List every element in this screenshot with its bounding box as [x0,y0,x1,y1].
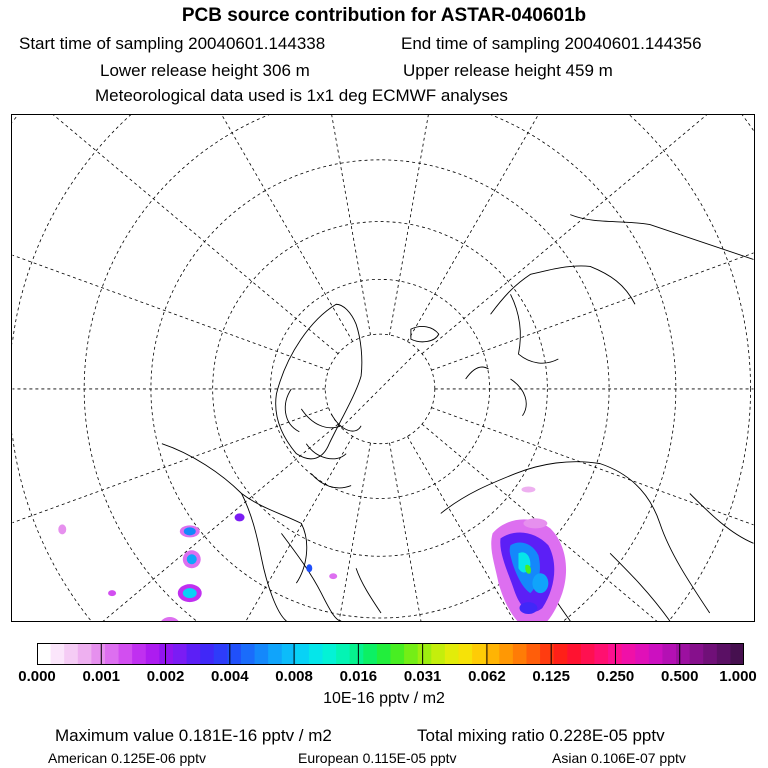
colorbar-swatch [513,643,527,665]
meridian-line [422,114,755,354]
map-title: PCB source contribution for ASTAR-040601b [181,5,587,26]
colorbar-swatch [187,643,201,665]
colorbar-tick-label: 1.000 [719,668,757,685]
colorbar-swatch [418,643,432,665]
colorbar-swatch [635,643,649,665]
polar-map [11,114,755,622]
colorbar-swatch [581,643,595,665]
coastlines [162,215,754,621]
colorbar-swatch [91,643,105,665]
colorbar-swatch [730,643,744,665]
latitude-circles [11,114,755,622]
american-label: American 0.125E-06 pptv [48,750,206,766]
colorbar-swatch [703,643,717,665]
colorbar-swatch [554,643,568,665]
colorbar-swatch [255,643,269,665]
colorbar-tick-label: 0.001 [82,668,121,685]
colorbar-tick-label: 0.008 [275,668,313,685]
colorbar-tick-label: 0.004 [211,668,249,685]
meridian-lines [11,114,755,622]
total-mixing-label: Total mixing ratio 0.228E-05 pptv [417,726,665,745]
colorbar-swatch [173,643,187,665]
colorbar-swatch [350,643,364,665]
colorbar-swatch [404,643,418,665]
colorbar-swatch [662,643,676,665]
colorbar-swatch [241,643,255,665]
meridian-line [11,114,353,341]
colorbar-swatch [37,643,51,665]
start-time-label: Start time of sampling 20040601.144338 [19,34,326,53]
colorbar-swatch [295,643,309,665]
colorbar-swatch [676,643,690,665]
colorbar-units: 10E-16 pptv / m2 [323,690,445,707]
colorbar [37,643,744,665]
colorbar-tick-label: 0.125 [532,668,570,685]
colorbar-swatch [567,643,581,665]
colorbar-tick-label: 0.016 [339,668,378,685]
european-label: European 0.115E-05 pptv [298,750,457,766]
colorbar-swatch [268,643,282,665]
meridian-line [341,350,418,427]
colorbar-swatch [159,643,173,665]
meridian-line [224,114,370,335]
colorbar-swatch [336,643,350,665]
meridian-line [11,408,329,622]
colorbar-swatch [526,643,540,665]
colorbar-swatch [51,643,65,665]
meridian-line [431,114,755,370]
meridian-line [407,114,755,341]
colorbar-swatch [594,643,608,665]
colorbar-swatch [119,643,133,665]
colorbar-swatch [391,643,405,665]
colorbar-tick-label: 0.062 [468,668,506,685]
colorbar-swatch [323,643,337,665]
colorbar-swatch [486,643,500,665]
colorbar-swatch [377,643,391,665]
meridian-line [431,408,755,622]
colorbar-swatch [540,643,554,665]
colorbar-swatch [132,643,146,665]
colorbar-swatch [309,643,323,665]
colorbar-tick-label: 0.500 [660,668,699,685]
meridian-line [11,114,338,354]
colorbar-swatch [472,643,486,665]
meridian-line [422,424,755,622]
colorbar-swatch [105,643,119,665]
plume-europe [329,573,337,579]
regional-row [0,750,768,768]
colorbar-swatch [690,643,704,665]
plume-alaska [58,513,312,622]
colorbar-swatch [214,643,228,665]
meridian-line [11,114,329,370]
summary-row [0,726,768,748]
colorbar-swatch [146,643,160,665]
colorbar-tick-label: 0.031 [403,668,442,685]
sampling-row [0,34,768,56]
meteo-label: Meteorological data used is 1x1 deg ECMWF analyses [95,86,508,105]
release-row [0,61,768,83]
upper-release-label: Upper release height 459 m [403,61,613,80]
colorbar-tick-label: 0.000 [18,668,56,685]
meteo-row [0,86,768,108]
colorbar-swatch [458,643,472,665]
colorbar-tick-label: 0.250 [596,668,635,685]
asian-label: Asian 0.106E-07 pptv [552,750,686,766]
colorbar-swatch [64,643,78,665]
meridian-line [224,443,370,622]
lower-release-label: Lower release height 306 m [100,61,310,80]
colorbar-swatch [499,643,513,665]
colorbar-swatch [649,643,663,665]
colorbar-swatch [431,643,445,665]
meridian-line [11,424,338,622]
colorbar-swatch [363,643,377,665]
colorbar-tick-label: 0.002 [146,668,185,685]
colorbar-swatch [717,643,731,665]
colorbar-swatch [200,643,214,665]
colorbar-swatch [622,643,636,665]
colorbar-swatch [78,643,92,665]
meridian-line [407,436,755,622]
max-value-label: Maximum value 0.181E-16 pptv / m2 [55,726,332,745]
colorbar-swatch [445,643,459,665]
plume-siberia [491,487,566,622]
end-time-label: End time of sampling 20040601.144356 [401,34,702,53]
